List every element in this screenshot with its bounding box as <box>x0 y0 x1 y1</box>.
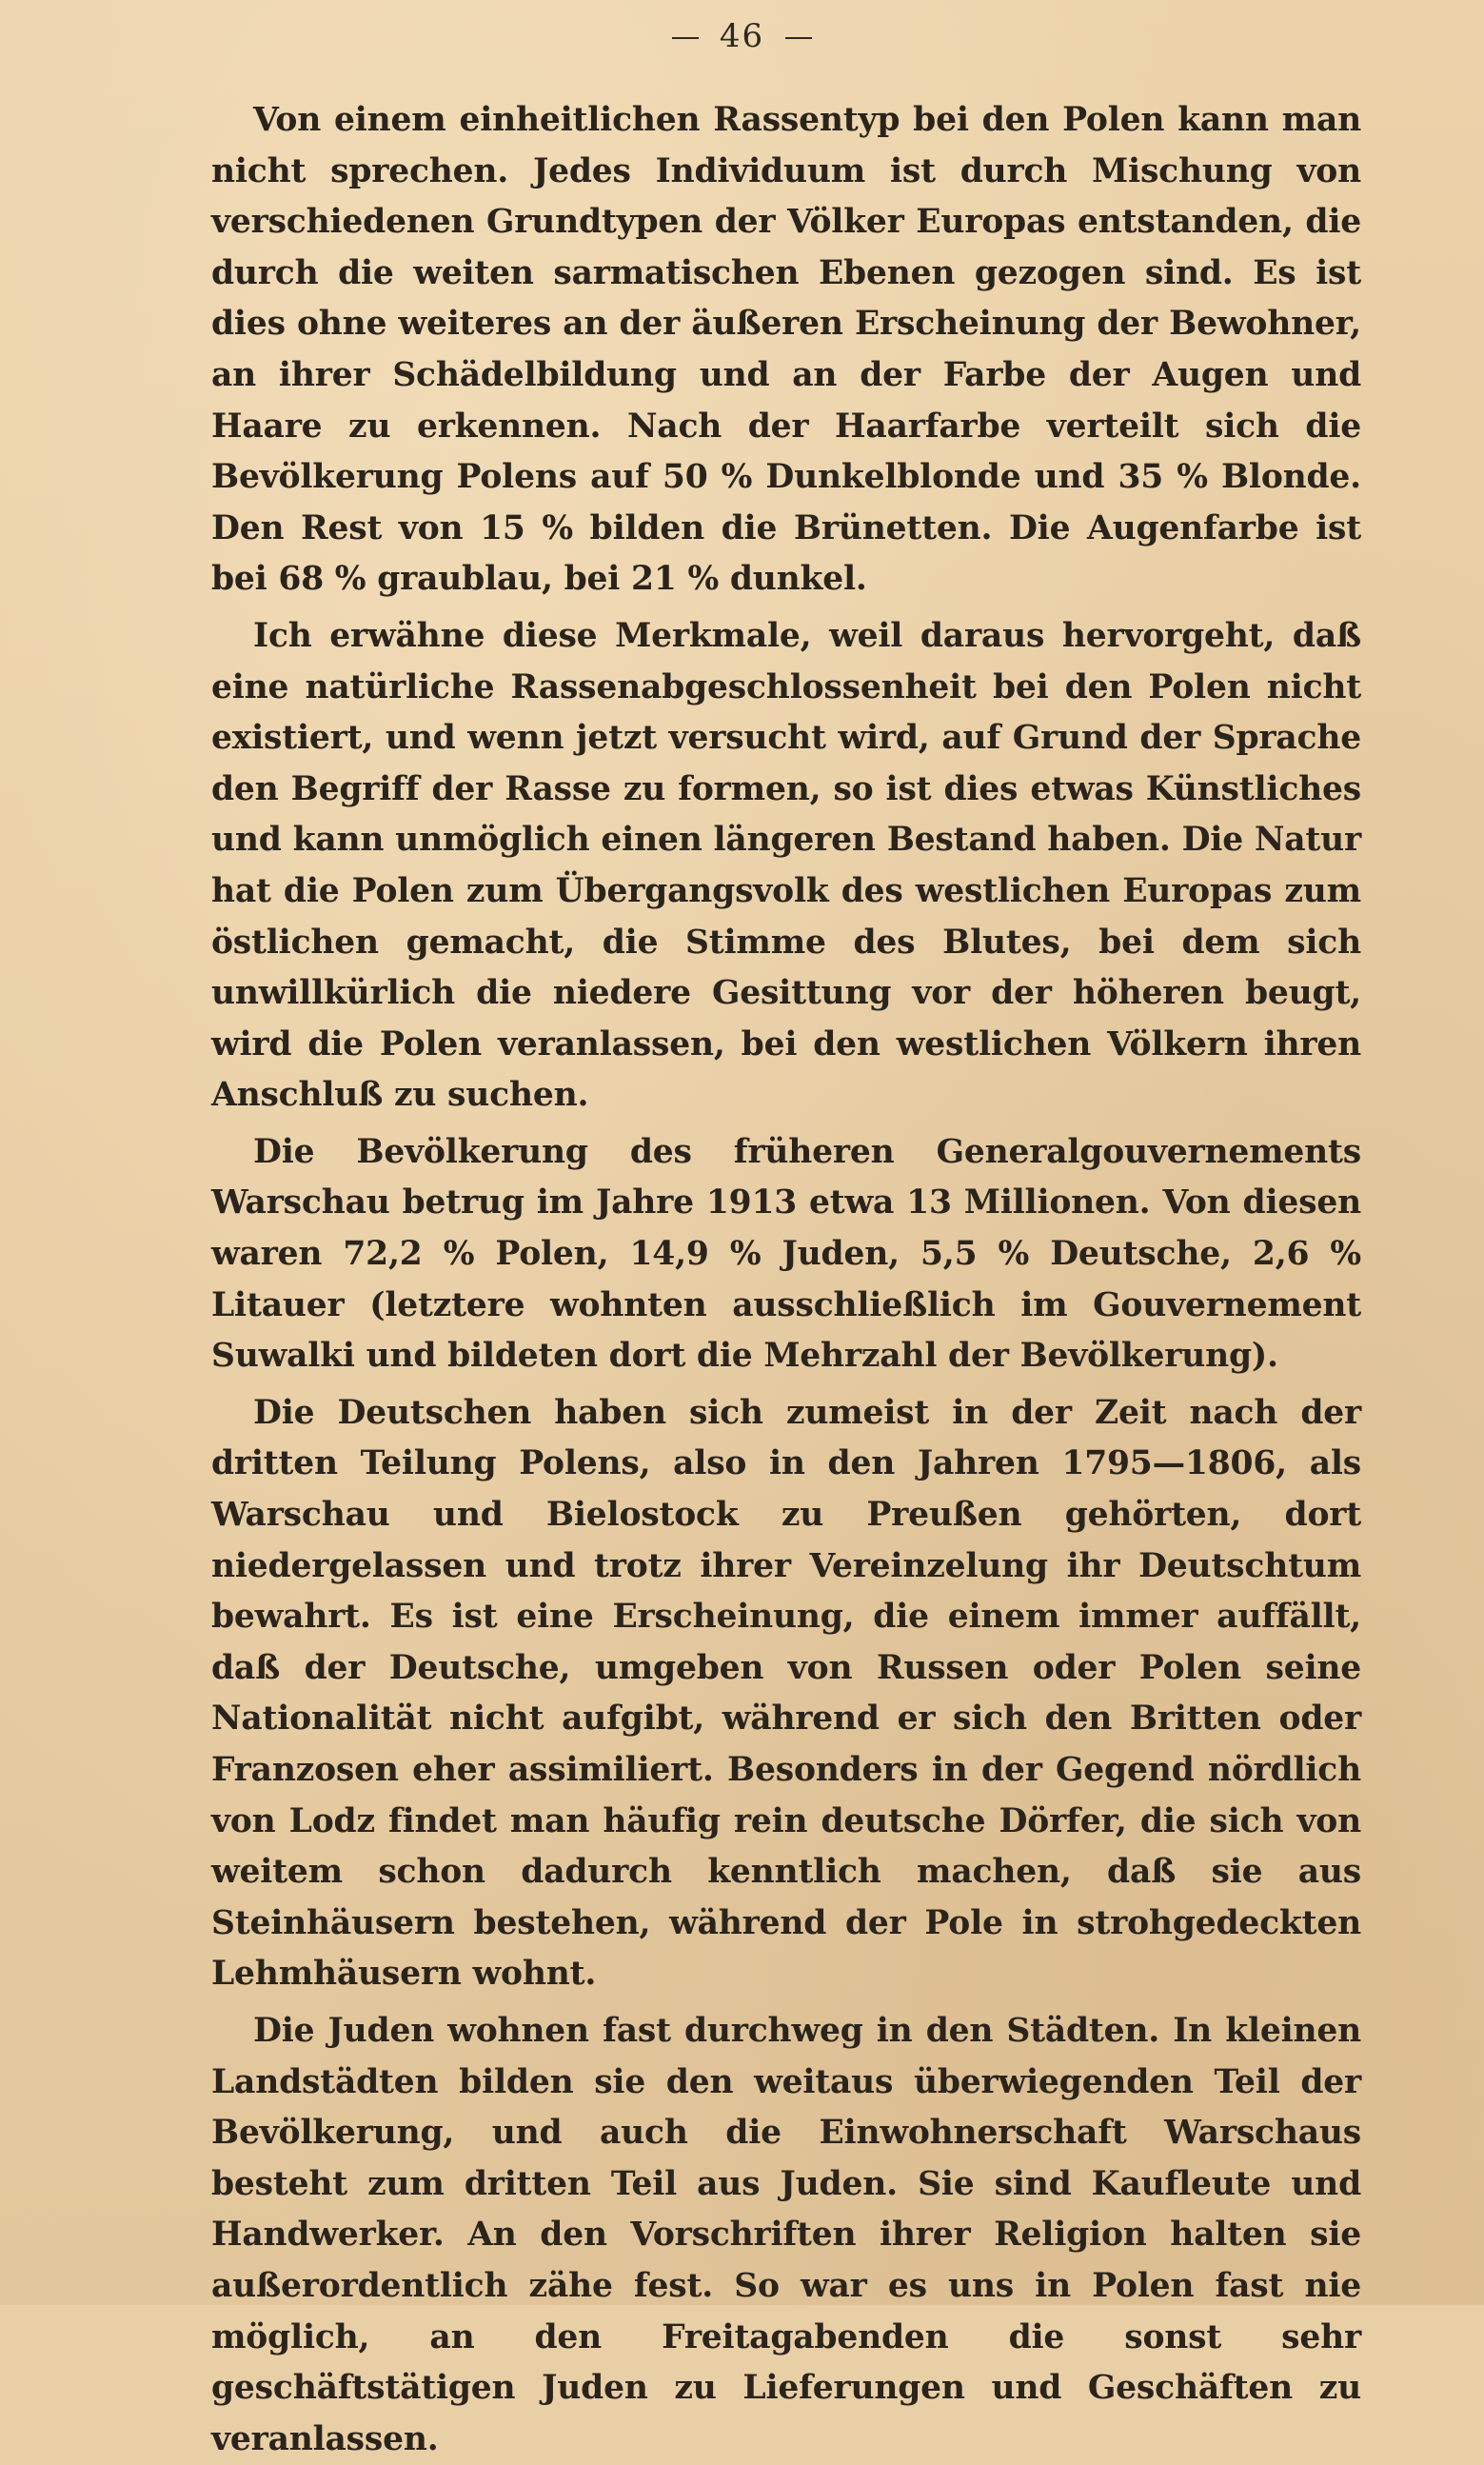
paragraph-jews: Die Juden wohnen fast durchweg in den Städten. In kleinen Landstädten bilden sie den weitaus überwiegenden Teil der Bevölkerung, und auch die Einwohnerschaft Warschaus besteht zum dritten Teil aus Juden. Sie sind Kaufleute und Handwerker. An den Vorschriften ihrer Religion halten sie außerordentlich zähe fest. So war es uns in Polen fast nie möglich, an den Freitagabenden die sonst sehr geschäftstätigen Juden zu Lieferungen und Geschäften zu veranlassen. <box>211 2011 1361 2458</box>
page-number-value: 46 <box>719 17 765 55</box>
folio-dash-right <box>785 37 812 39</box>
paragraph-racial-types: Von einem einheitlichen Rassentyp bei den Polen kann man nicht sprechen. Jedes Individuum ist durch Mischung von verschiedenen Grundtypen der Völker Europas entstanden, die durch die weiten sarmatischen Ebenen gezogen sind. Es ist dies ohne weiteres an der äußeren Erscheinung der Bewohner, an ihrer Schädelbildung und an der Farbe der Augen und Haare zu erkennen. Nach der Haarfarbe verteilt sich die Bevölkerung Polens auf 50 % Dunkelblonde und 35 % Blonde. Den Rest von 15 % bilden die Brünetten. Die Augenfarbe ist bei 68 % graublau, bei 21 % dunkel. <box>211 101 1361 599</box>
paragraph-characteristics: Ich erwähne diese Merkmale, weil daraus hervorgeht, daß eine natürliche Rassenabgeschlossenheit bei den Polen nicht existiert, und wenn jetzt versucht wird, auf Grund der Sprache den Begriff der Rasse zu formen, so ist dies etwas Künstliches und kann unmöglich einen längeren Bestand haben. Die Natur hat die Polen zum Übergangsvolk des westlichen Europas zum östlichen gemacht, die Stimme des Blutes, bei dem sich unwillkürlich die niedere Gesittung vor der höheren beugt, wird die Polen veranlassen, bei den westlichen Völkern ihren Anschluß zu suchen. <box>211 616 1361 1115</box>
body-text <box>211 95 1361 2465</box>
page-number <box>0 17 1484 55</box>
paragraph-germans: Die Deutschen haben sich zumeist in der Zeit nach der dritten Teilung Polens, also in den Jahren 1795—1806, als Warschau und Bielostock zu Preußen gehörten, dort niedergelassen und trotz ihrer Vereinzelung ihr Deutschtum bewahrt. Es ist eine Erscheinung, die einem immer auffällt, daß der Deutsche, umgeben von Russen oder Polen seine Nationalität nicht aufgibt, während er sich den Britten oder Franzosen eher assimiliert. Besonders in der Gegend nördlich von Lodz findet man häufig rein deutsche Dörfer, die sich von weitem schon dadurch kenntlich machen, daß sie aus Steinhäusern bestehen, während der Pole in strohgedeckten Lehmhäusern wohnt. <box>211 1393 1361 1994</box>
folio-dash-left <box>672 37 699 39</box>
paragraph-population-statistics: Die Bevölkerung des früheren Generalgouvernements Warschau betrug im Jahre 1913 etwa 13 Millionen. Von diesen waren 72,2 % Polen, 14,9 % Juden, 5,5 % Deutsche, 2,6 % Litauer (letztere wohnten ausschließlich im Gouvernement Suwalki und bildeten dort die Mehrzahl der Bevölkerung). <box>211 1132 1361 1376</box>
